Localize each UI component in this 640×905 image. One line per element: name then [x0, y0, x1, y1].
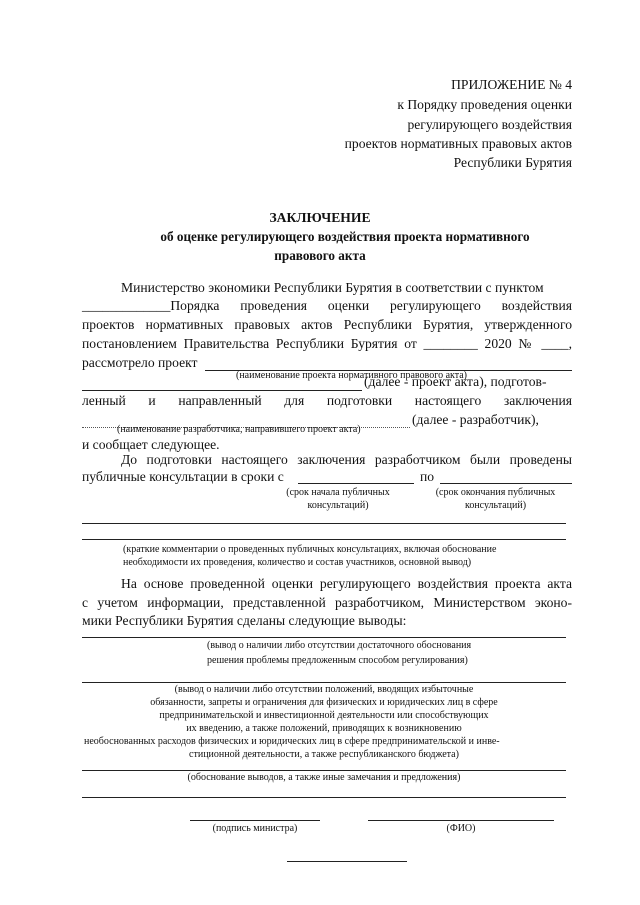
caption-start-2: консультаций): [307, 500, 369, 511]
caption-provisions-2: обязанности, запреты и ограничения для физических и юридических лиц в сфере: [150, 697, 498, 708]
consultation-start-line[interactable]: [298, 483, 414, 484]
caption-provisions-1: (вывод о наличии либо отсутствии положений, вводящих избыточные: [174, 684, 474, 695]
caption-full-name: (ФИО): [446, 823, 476, 834]
caption-start-1: (срок начала публичных: [286, 487, 390, 498]
p2-line-2a: публичные консультации в сроки с: [82, 469, 284, 484]
caption-comments-1: (краткие комментарии о проведенных публичных консультациях, включая обоснование: [123, 544, 497, 555]
caption-provisions-5: необоснованных расходов физических и юридических лиц в сфере предпринимательской и инве-: [84, 736, 500, 747]
p2-line-2b: по: [420, 469, 435, 484]
justification-line[interactable]: [82, 770, 566, 771]
justification-line-2[interactable]: [82, 797, 566, 798]
appendix-line-2: к Порядку проведения оценки: [397, 97, 572, 112]
consultation-end-line[interactable]: [440, 483, 572, 484]
comments-line-1[interactable]: [82, 523, 566, 524]
caption-project-name: (наименование проекта нормативного правового акта): [236, 370, 467, 381]
title-sub-2: правового акта: [274, 248, 366, 263]
p3-line-1: На основе проведенной оценки регулирующего воздействия проекта акта: [121, 576, 572, 591]
p1-line-6-tail: (далее - проект акта), подготов-: [364, 374, 547, 389]
caption-comments-2: необходимости их проведения, количество и состав участников, основной вывод): [123, 557, 472, 568]
p1-line-5: рассмотрело проект: [82, 355, 198, 370]
p2-line-1: До подготовки настоящего заключения разработчиком были проведены: [121, 452, 572, 467]
title-main: ЗАКЛЮЧЕНИЕ: [269, 210, 371, 225]
appendix-line-5: Республики Бурятия: [453, 155, 572, 170]
project-name-line-2[interactable]: [82, 390, 362, 391]
p1-line-8-tail: (далее - разработчик),: [412, 412, 539, 427]
caption-provisions-6: стиционной деятельности, а также республиканского бюджета): [189, 749, 459, 760]
caption-end-2: консультаций): [464, 500, 527, 511]
caption-justification: (обоснование выводов, а также иные замечания и предложения): [187, 772, 461, 783]
p3-line-3: мики Республики Бурятия сделаны следующие выводы:: [82, 613, 407, 628]
caption-conclusion-1: (вывод о наличии либо отсутствии достаточного обоснования: [207, 640, 472, 651]
signature-line[interactable]: [190, 820, 320, 821]
p3-line-2: с учетом информации, представленной разработчиком, Министерством эконо-: [82, 595, 572, 610]
caption-conclusion-2: решения проблемы предложенным способом регулирования): [207, 655, 468, 666]
appendix-line-4: проектов нормативных правовых актов: [344, 136, 572, 151]
appendix-line-3: регулирующего воздействия: [407, 117, 572, 132]
caption-developer: (наименование разработчика, направившего проект акта): [117, 424, 361, 435]
caption-provisions-3: предпринимательской и инвестиционной деятельности или способствующих: [159, 710, 489, 721]
appendix-number: ПРИЛОЖЕНИЕ № 4: [451, 77, 572, 92]
conclusion-line[interactable]: [82, 637, 566, 638]
title-sub-1: об оценке регулирующего воздействия проекта нормативного: [160, 229, 530, 244]
p1-line-7: ленный и направленный для подготовки настоящего заключения: [82, 393, 572, 408]
p1-line-2: _____________Порядка проведения оценки регулирующего воздействия: [82, 298, 572, 313]
p1-line-9: и сообщает следующее.: [82, 437, 220, 452]
provisions-line[interactable]: [82, 682, 566, 683]
full-name-line[interactable]: [368, 820, 554, 821]
caption-signature: (подпись министра): [212, 823, 298, 834]
caption-end-1: (срок окончания публичных: [435, 487, 556, 498]
p1-line-1: Министерство экономики Республики Бурятия в соответствии с пунктом: [121, 280, 544, 295]
footer-divider: [287, 861, 407, 862]
caption-provisions-4: их введению, а также положений, приводящих к возникновению: [186, 723, 462, 734]
p1-line-3: проектов нормативных правовых актов Республики Бурятия, утвержденного: [82, 317, 572, 332]
p1-line-4: постановлением Правительства Республики Бурятия от ________ 2020 № ____,: [82, 336, 572, 351]
comments-line-2[interactable]: [82, 539, 566, 540]
